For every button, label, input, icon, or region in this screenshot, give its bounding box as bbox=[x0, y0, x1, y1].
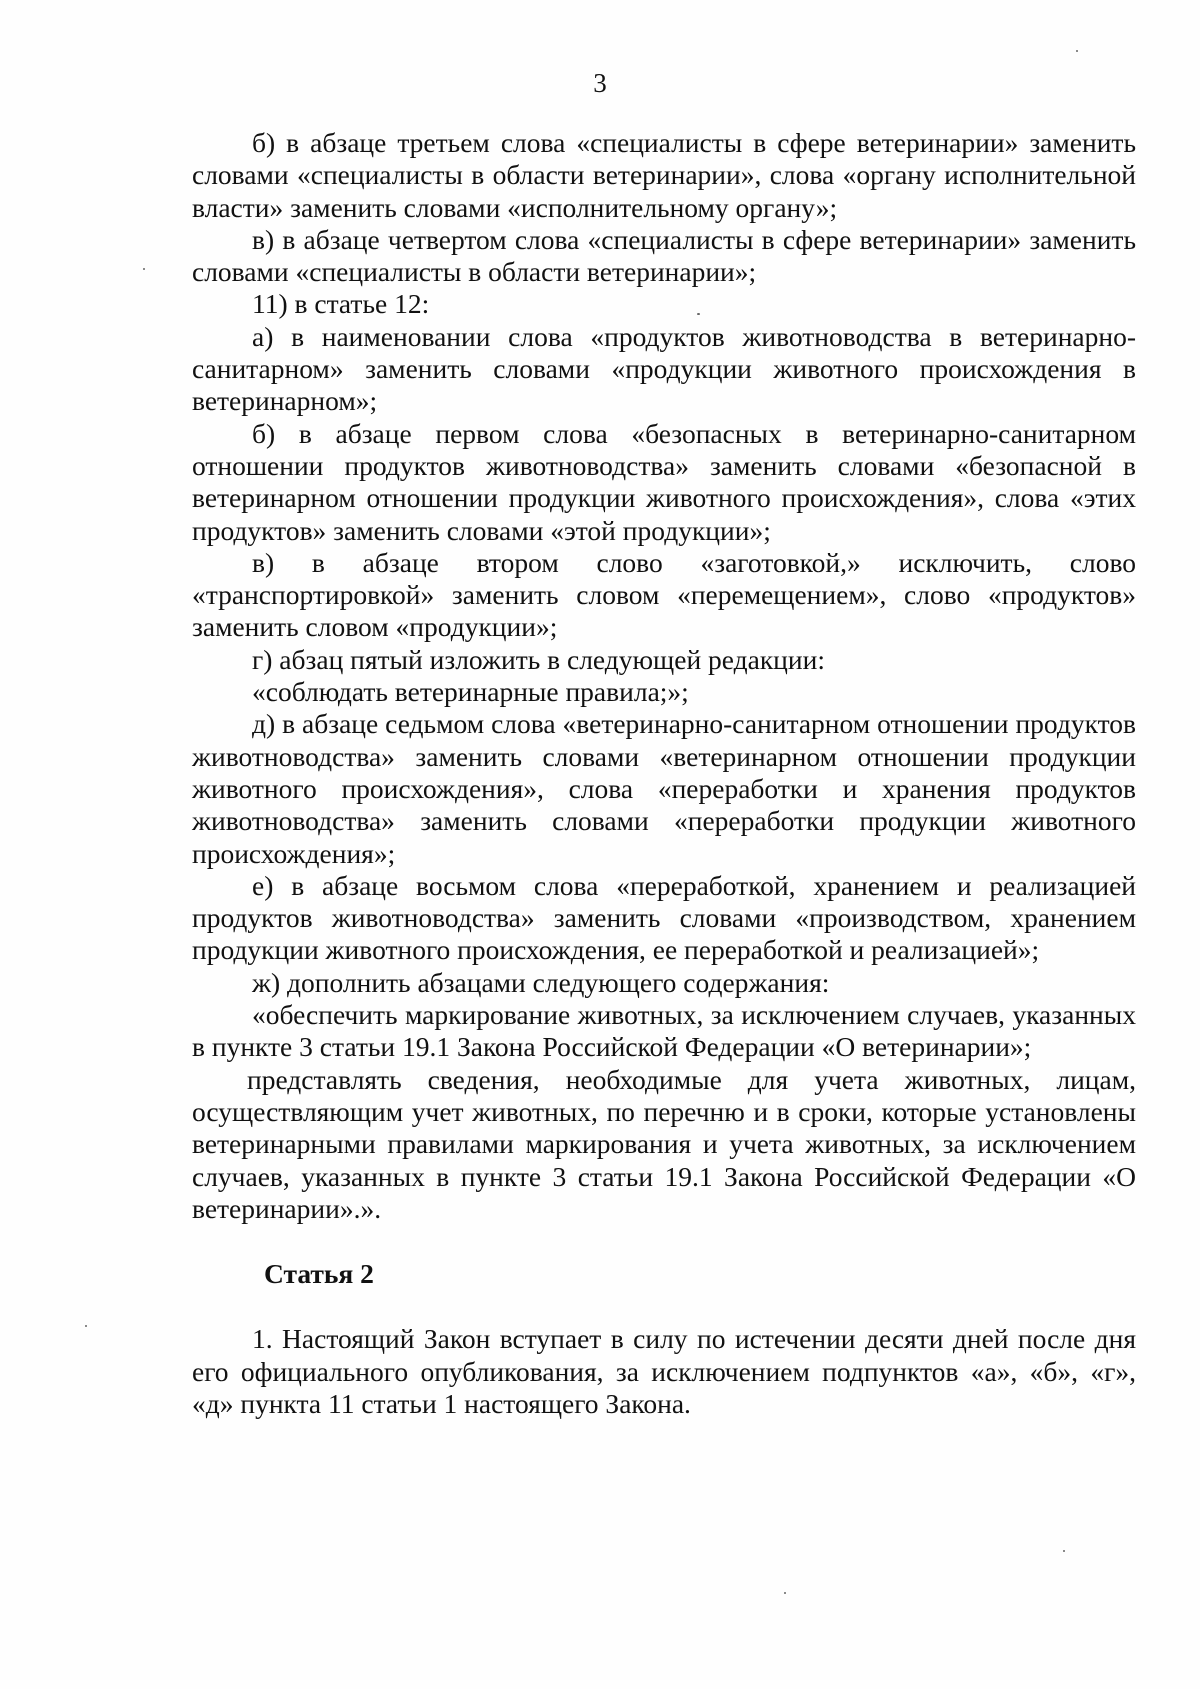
paragraph-quote-marking: «обеспечить маркирование животных, за исключением случаев, указанных в пункте 3 статьи 19.1 Закона Российской Федерации «О ветеринарии»; bbox=[192, 999, 1136, 1063]
paragraph-g-fifth: г) абзац пятый изложить в следующей редакции: bbox=[252, 643, 825, 675]
page-number: 3 bbox=[593, 68, 607, 98]
paragraph-zh-add: ж) дополнить абзацами следующего содержания: bbox=[252, 966, 830, 998]
paragraph-quote-info: представлять сведения, необходимые для учета животных, лицам, осуществляющим учет животных, по перечню и в сроки, которые установлены ветеринарными правилами маркирования и учета животных, за исключением случаев, указанных в пункте 3 статьи 19.1 Закона Российской Федерации «О ветеринарии».». bbox=[192, 1063, 1136, 1224]
paragraph-b-first: б) в абзаце первом слова «безопасных в ветеринарно-санитарном отношении продуктов животноводства» заменить словами «безопасной в ветеринарном отношении продукции животного происхождения», слова «этих продуктов» заменить словами «этой продукции»; bbox=[192, 417, 1136, 546]
paragraph-d-seventh: д) в абзаце седьмом слова «ветеринарно-санитарном отношении продуктов животноводства» заменить словами «ветеринарном отношении продукции животного происхождения», слова «переработки и хранения продуктов животноводства» заменить словами «переработки продукции животного происхождения»; bbox=[192, 708, 1136, 869]
paragraph-b-third: б) в абзаце третьем слова «специалисты в сфере ветеринарии» заменить словами «специалисты в области ветеринарии», слова «органу исполнительной власти» заменить словами «исполнительному органу»; bbox=[192, 127, 1136, 223]
paragraph-item-11: 11) в статье 12: bbox=[252, 288, 430, 320]
paragraph-v-second: в) в абзаце втором слово «заготовкой,» исключить, слово «транспортировкой» заменить словом «перемещением», слово «продуктов» заменить словом «продукции»; bbox=[192, 546, 1136, 643]
scan-speck bbox=[1063, 1550, 1065, 1552]
document-body bbox=[192, 127, 1136, 1420]
article-heading: Статья 2 bbox=[264, 1258, 374, 1290]
paragraph-quote-rules: «соблюдать ветеринарные правила;»; bbox=[252, 676, 689, 708]
scan-speck bbox=[143, 268, 145, 270]
paragraph-a-title: а) в наименовании слова «продуктов животноводства в ветеринарно-санитарном» заменить словами «продукции животного происхождения в ветеринарном»; bbox=[192, 320, 1136, 417]
scan-speck bbox=[784, 1592, 786, 1594]
scan-speck bbox=[1076, 50, 1078, 52]
scan-speck bbox=[697, 313, 700, 315]
paragraph-article2-item1: 1. Настоящий Закон вступает в силу по истечении десяти дней после дня его официального опубликования, за исключением подпунктов «а», «б», «г», «д» пункта 11 статьи 1 настоящего Закона. bbox=[192, 1323, 1136, 1419]
scan-speck bbox=[85, 1325, 87, 1327]
paragraph-e-eighth: е) в абзаце восьмом слова «переработкой, хранением и реализацией продуктов животноводства» заменить словами «производством, хранением продукции животного происхождения, ее переработкой и реализацией»; bbox=[192, 869, 1136, 966]
paragraph-v-fourth: в) в абзаце четвертом слова «специалисты в сфере ветеринарии» заменить словами «специалисты в области ветеринарии»; bbox=[192, 223, 1136, 288]
